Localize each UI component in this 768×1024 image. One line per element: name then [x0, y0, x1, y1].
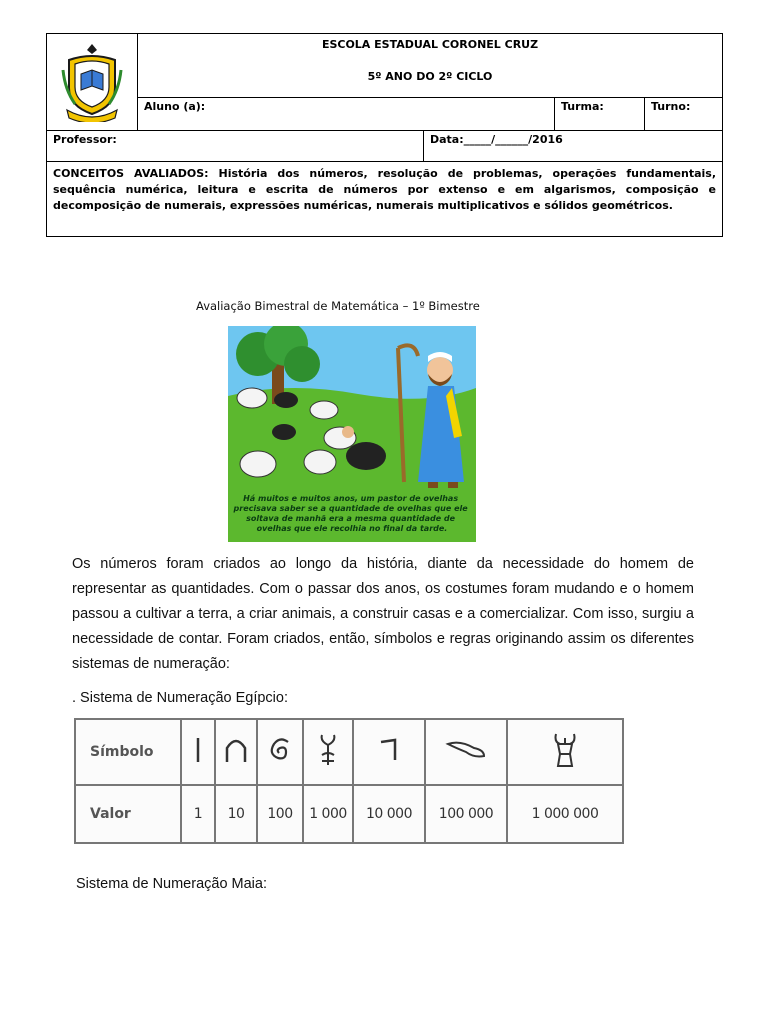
tadpole-icon [425, 719, 507, 785]
value-100: 100 [257, 785, 303, 843]
student-name-field[interactable] [138, 98, 555, 131]
school-crest [47, 34, 138, 131]
shift-label: Turno: [651, 100, 691, 113]
teacher-label: Professor: [53, 133, 117, 146]
value-100000: 100 000 [425, 785, 507, 843]
body-text [72, 552, 694, 677]
finger-icon [353, 719, 425, 785]
value-10000: 10 000 [353, 785, 425, 843]
value-10: 10 [215, 785, 257, 843]
egypt-numeral-table [74, 718, 622, 842]
caption-line-3: soltava de manhã era a mesma quantidade de [246, 514, 456, 523]
concepts-evaluated: CONCEITOS AVALIADOS: História dos números, resolução de problemas, operações fundamentais, sequência numérica, leitura e escrita de números por extenso e em algarismos, composição e decomposição de numerais, expressões numéricas, numerais multiplicativos e sólidos geométricos. [47, 162, 723, 237]
school-name: ESCOLA ESTADUAL CORONEL CRUZ [321, 38, 539, 51]
value-header: Valor [75, 785, 181, 843]
shepherd-illustration [228, 326, 476, 542]
svg-text:Há muitos e muitos anos, um pa [233, 494, 471, 533]
value-1: 1 [181, 785, 215, 843]
stroke-icon [181, 719, 215, 785]
numbers-history-paragraph: Os números foram criados ao longo da história, diante da necessidade do homem de representar as quantidades. Com o passar dos anos, os costumes foram mudando e o homem passou a cultivar a terra, a criar animais, a construir casas e a comercializar. Com isso, surgiu a necessidade de contar. Foram criados, então, símbolos e regras originando assim os diferentes sistemas de numeração: [72, 556, 694, 672]
class-label: Turma: [561, 100, 604, 113]
caption-line-4: ovelhas que ele recolhia no final da tarde. [256, 524, 448, 533]
heel-bone-icon [215, 719, 257, 785]
value-1000: 1 000 [303, 785, 353, 843]
shift-field[interactable] [645, 98, 723, 131]
date-field[interactable] [424, 131, 723, 162]
grade-label: 5º ANO DO 2º CICLO [367, 70, 493, 83]
egypt-section-title: . Sistema de Numeração Egípcio: [72, 690, 288, 706]
school-header [138, 34, 723, 98]
student-label: Aluno (a): [144, 100, 206, 113]
caption-line-1: Há muitos e muitos anos, um pastor de ovelhas [243, 494, 459, 503]
heh-god-icon [507, 719, 623, 785]
caption-line-2: precisava saber se a quantidade de ovelhas que ele [233, 504, 468, 513]
class-field[interactable] [555, 98, 645, 131]
school-crest-icon [61, 40, 123, 122]
maya-section-title: Sistema de Numeração Maia: [76, 876, 267, 892]
value-1000000: 1 000 000 [507, 785, 623, 843]
lotus-icon [303, 719, 353, 785]
symbol-header: Símbolo [75, 719, 181, 785]
teacher-field[interactable] [47, 131, 424, 162]
evaluation-title: Avaliação Bimestral de Matemática – 1º Bimestre [196, 299, 480, 313]
date-label: Data:_____/______/2016 [430, 133, 563, 146]
header-table [46, 33, 723, 237]
coil-rope-icon [257, 719, 303, 785]
